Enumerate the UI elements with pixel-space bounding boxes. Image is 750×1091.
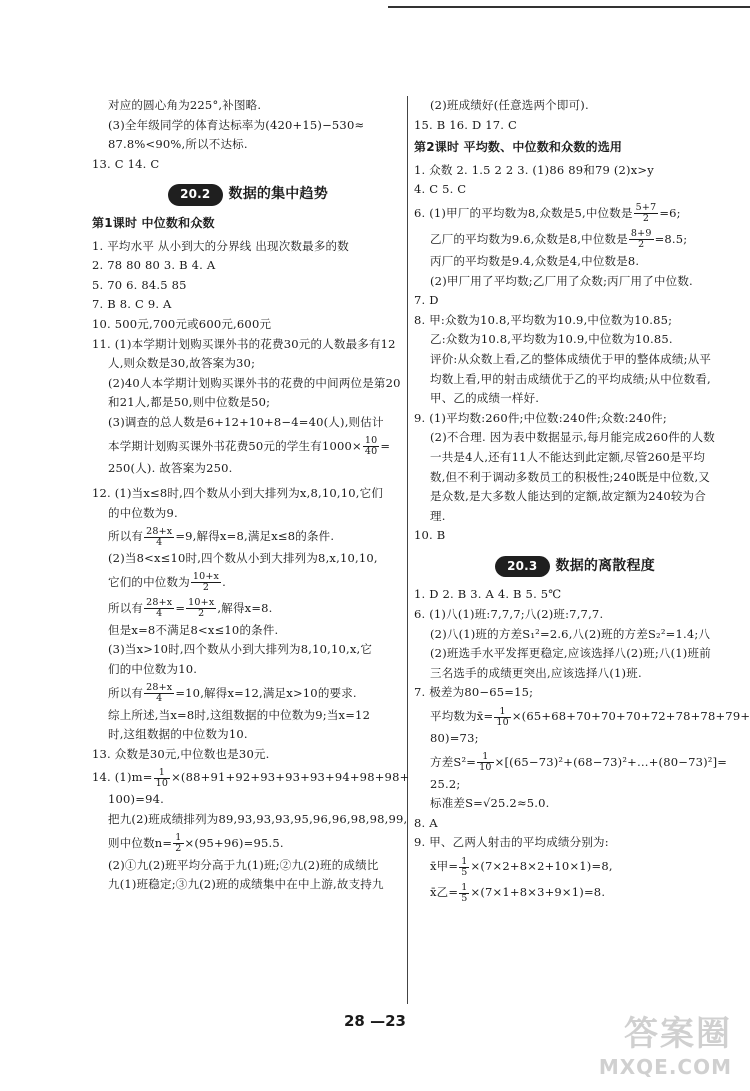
equation-line xyxy=(92,680,404,706)
text-line: 时,这组数据的中位数为10. xyxy=(108,727,248,742)
text-span: x̄甲= xyxy=(430,859,459,873)
text-line: 4. C 5. C xyxy=(414,182,467,197)
fraction xyxy=(634,203,659,224)
text-line: (3)调查的总人数是6+12+10+8−4=40(人),则估计 xyxy=(108,414,384,429)
text-line: 1. 平均水平 从小到大的分界线 出现次数最多的数 xyxy=(92,238,349,253)
numerator: 1 xyxy=(461,881,468,893)
text-line: 甲、乙的成绩一样好. xyxy=(430,391,540,406)
numerator: 1 xyxy=(154,768,171,779)
left-column xyxy=(92,96,410,895)
equation-line xyxy=(414,226,736,252)
text-span: . xyxy=(222,574,226,589)
text-line: 理. xyxy=(430,508,446,523)
denominator: 10 xyxy=(155,777,169,789)
fraction xyxy=(477,752,494,773)
section-number-badge: 20.2 xyxy=(168,184,222,206)
page-number: 28 —23 xyxy=(344,1012,406,1030)
text-line: 13. 众数是30元,中位数也是30元. xyxy=(92,746,270,761)
numerator: 28+x xyxy=(146,597,173,609)
denominator: 10 xyxy=(479,762,492,774)
text-line: 10. 500元,700元或600元,600元 xyxy=(92,316,272,331)
text-span: =6; xyxy=(659,205,681,220)
equation-line xyxy=(92,523,404,549)
fraction xyxy=(363,436,380,457)
text-line: (2)不合理. 因为表中数据显示,每月能完成260件的人数 xyxy=(430,430,716,445)
text-line: 人,则众数是30,故答案为30; xyxy=(108,356,256,371)
text-line: 三名选手的成绩更突出,应该选择八(1)班. xyxy=(430,665,642,680)
section-heading xyxy=(92,184,404,206)
text-span: = xyxy=(175,600,186,615)
text-span: x̄乙= xyxy=(430,885,459,899)
lesson-heading: 第2课时 平均数、中位数和众数的选用 xyxy=(414,140,623,155)
denominator: 2 xyxy=(202,582,210,594)
text-line: 2. 78 80 80 3. B 4. A xyxy=(92,258,216,273)
text-line: (2)班选手水平发挥更稳定,应该选择八(2)班;八(1)班前 xyxy=(430,646,711,661)
text-span: 6. (1)甲厂的平均数为8,众数是5,中位数是 xyxy=(414,205,633,220)
equation-line xyxy=(92,569,404,595)
numerator: 10 xyxy=(364,435,378,446)
text-line: (2)40人本学期计划购买课外书的花费的中间两位是第20 xyxy=(108,375,401,390)
text-line: 丙厂的平均数是9.4,众数是4,中位数是8. xyxy=(430,253,640,268)
section-title: 数据的离散程度 xyxy=(555,557,655,574)
text-line: (2)①九(2)班平均分高于九(1)班;②九(2)班的成绩比 xyxy=(108,857,379,872)
text-span: ,解得x=8. xyxy=(217,600,273,615)
equation-line xyxy=(414,879,736,905)
text-line: 九(1)班稳定;③九(2)班的成绩集中在中上游,故支持九 xyxy=(108,877,384,892)
text-line: 80)=73; xyxy=(430,731,479,746)
fraction xyxy=(173,833,183,854)
text-line: 15. B 16. D 17. C xyxy=(414,117,518,132)
text-line: 10. B xyxy=(414,528,446,543)
text-line: 250(人). 故答案为250. xyxy=(108,460,233,475)
text-line: (3)全年级同学的体育达标率为(420+15)−530≈ xyxy=(108,117,365,132)
text-line: 的中位数为9. xyxy=(108,505,178,520)
text-line: (3)当x>10时,四个数从小到大排列为8,10,10,x,它 xyxy=(108,642,373,657)
denominator: 2 xyxy=(638,239,645,251)
text-span: 14. (1)m= xyxy=(92,770,153,785)
denominator: 2 xyxy=(175,843,182,855)
lesson-heading: 第1课时 中位数和众数 xyxy=(92,215,215,230)
text-span: ×(7×2+8×2+10×1)=8, xyxy=(470,859,613,873)
section-number-badge: 20.3 xyxy=(495,556,549,578)
text-span: 平均数为x̄= xyxy=(430,709,494,724)
denominator: 4 xyxy=(156,608,163,620)
fraction xyxy=(629,229,654,250)
equation-line xyxy=(414,703,750,729)
section-heading xyxy=(414,556,736,578)
text-line: 标准差S=√25.2≈5.0. xyxy=(430,796,550,811)
text-line: 13. C 14. C xyxy=(92,156,160,171)
text-span: =8.5; xyxy=(654,231,688,246)
text-line: 数,但不利于调动多数员工的积极性;240既是中位数,又 xyxy=(430,469,711,484)
text-span: = xyxy=(380,438,391,453)
denominator: 2 xyxy=(198,608,205,620)
numerator: 10+x xyxy=(192,571,220,583)
text-span: =9,解得x=8,满足x≤8的条件. xyxy=(175,529,335,544)
fraction xyxy=(144,683,174,704)
text-line: 乙:众数为10.8,平均数为10.9,中位数为10.85. xyxy=(430,332,673,347)
text-span: ×(65+68+70+70+70+72+78+78+79+ xyxy=(511,709,750,724)
text-line: 把九(2)班成绩排列为89,93,93,93,95,96,96,98,98,99, xyxy=(108,812,408,827)
fraction xyxy=(494,707,511,728)
text-span: 本学期计划购买课外书花费50元的学生有1000× xyxy=(108,438,362,453)
watermark-text-top: 答案圈 xyxy=(624,1014,732,1054)
fraction xyxy=(154,768,171,789)
text-span: =10,解得x=12,满足x>10的要求. xyxy=(175,685,357,700)
denominator: 5 xyxy=(461,866,468,878)
numerator: 1 xyxy=(477,752,494,763)
numerator: 5+7 xyxy=(635,202,657,214)
text-line: (2)班成绩好(任意选两个即可). xyxy=(430,98,589,112)
text-span: 方差S²= xyxy=(430,754,477,769)
text-span: 所以有 xyxy=(108,600,144,615)
watermark-text-bottom: MXQE.COM xyxy=(598,1055,732,1079)
text-line: 11. (1)本学期计划购买课外书的花费30元的人数最多有12 xyxy=(92,336,396,351)
text-line: 7. B 8. C 9. A xyxy=(92,297,172,312)
text-line: 1. 众数 2. 1.5 2 2 3. (1)86 89和79 (2)x>y xyxy=(414,162,654,177)
equation-line xyxy=(92,595,404,621)
text-line: 25.2; xyxy=(430,776,461,791)
text-line: 均数上看,甲的射击成绩优于乙的平均成绩;从中位数看, xyxy=(430,371,711,386)
equation-line xyxy=(414,200,736,226)
text-line: 和21人,都是50,则中位数是50; xyxy=(108,395,271,410)
denominator: 5 xyxy=(461,892,468,904)
numerator: 1 xyxy=(175,832,182,844)
numerator: 28+x xyxy=(146,682,173,694)
text-line: 是众数,是大多数人能达到的定额,故定额为240较为合 xyxy=(430,489,706,504)
numerator: 10+x xyxy=(188,597,215,609)
text-line: 对应的圆心角为225°,补图略. xyxy=(108,98,262,112)
text-span: 它们的中位数为 xyxy=(108,574,190,589)
equation-line xyxy=(92,830,404,856)
text-line: 7. D xyxy=(414,293,439,308)
text-span: 则中位数n= xyxy=(108,835,173,850)
numerator: 28+x xyxy=(146,525,173,537)
watermark-logo xyxy=(599,1006,732,1079)
text-line: 6. (1)八(1)班:7,7,7;八(2)班:7,7,7. xyxy=(414,607,604,622)
denominator: 4 xyxy=(156,693,163,705)
text-line: (2)当8<x≤10时,四个数从小到大排列为8,x,10,10, xyxy=(108,551,378,566)
text-line: 们的中位数为10. xyxy=(108,662,198,677)
section-title: 数据的集中趋势 xyxy=(228,186,328,203)
right-column xyxy=(414,96,750,905)
text-span: ×(7×1+8×3+9×1)=8. xyxy=(470,885,606,899)
equation-line xyxy=(414,749,736,775)
denominator: 4 xyxy=(156,536,163,548)
text-line: 100)=94. xyxy=(108,792,164,807)
fraction xyxy=(191,572,221,593)
text-line: 一共是4人,还有11人不能达到此定额,尽管260是平均 xyxy=(430,449,706,464)
text-span: 所以有 xyxy=(108,685,144,700)
text-line: 87.8%<90%,所以不达标. xyxy=(108,137,248,152)
equation-line xyxy=(414,853,736,879)
text-span: ×(88+91+92+93+93+93+94+98+98+ xyxy=(171,770,410,785)
text-line: 9. (1)平均数:260件;中位数:240件;众数:240件; xyxy=(414,410,667,425)
text-line: 5. 70 6. 84.5 85 xyxy=(92,277,187,292)
text-line: 1. D 2. B 3. A 4. B 5. 5℃ xyxy=(414,587,562,602)
text-span: 乙厂的平均数为9.6,众数是8,中位数是 xyxy=(430,231,628,246)
text-span: 所以有 xyxy=(108,529,144,544)
text-line: 8. A xyxy=(414,815,438,830)
numerator: 1 xyxy=(494,707,511,718)
text-span: ×[(65−73)²+(68−73)²+…+(80−73)²]= xyxy=(494,754,728,769)
text-line: (2)甲厂用了平均数;乙厂用了众数;丙厂用了中位数. xyxy=(430,273,693,288)
text-line: 综上所述,当x=8时,这组数据的中位数为9;当x=12 xyxy=(108,707,371,722)
denominator: 10 xyxy=(496,716,509,728)
fraction xyxy=(144,527,174,548)
fraction xyxy=(186,598,216,619)
text-line: 12. (1)当x≤8时,四个数从小到大排列为x,8,10,10,它们 xyxy=(92,486,384,501)
text-line: 评价:从众数上看,乙的整体成绩优于甲的整体成绩;从平 xyxy=(430,351,712,366)
text-line: (2)八(1)班的方差S₁²=2.6,八(2)班的方差S₂²=1.4;八 xyxy=(430,626,711,641)
top-rule xyxy=(388,6,750,8)
numerator: 8+9 xyxy=(630,228,652,240)
denominator: 40 xyxy=(364,446,378,457)
fraction xyxy=(459,857,469,878)
text-line: 但是x=8不满足8<x≤10的条件. xyxy=(108,622,279,637)
fraction xyxy=(144,598,174,619)
text-span: ×(95+96)=95.5. xyxy=(184,835,284,850)
text-line: 7. 极差为80−65=15; xyxy=(414,685,534,700)
equation-line xyxy=(92,433,404,459)
column-divider xyxy=(407,96,408,1004)
numerator: 1 xyxy=(461,855,468,867)
denominator: 2 xyxy=(642,213,650,225)
text-line: 8. 甲:众数为10.8,平均数为10.9,中位数为10.85; xyxy=(414,312,673,327)
fraction xyxy=(459,883,469,904)
text-line: 9. 甲、乙两人射击的平均成绩分别为: xyxy=(414,835,609,850)
equation-line xyxy=(92,764,410,790)
